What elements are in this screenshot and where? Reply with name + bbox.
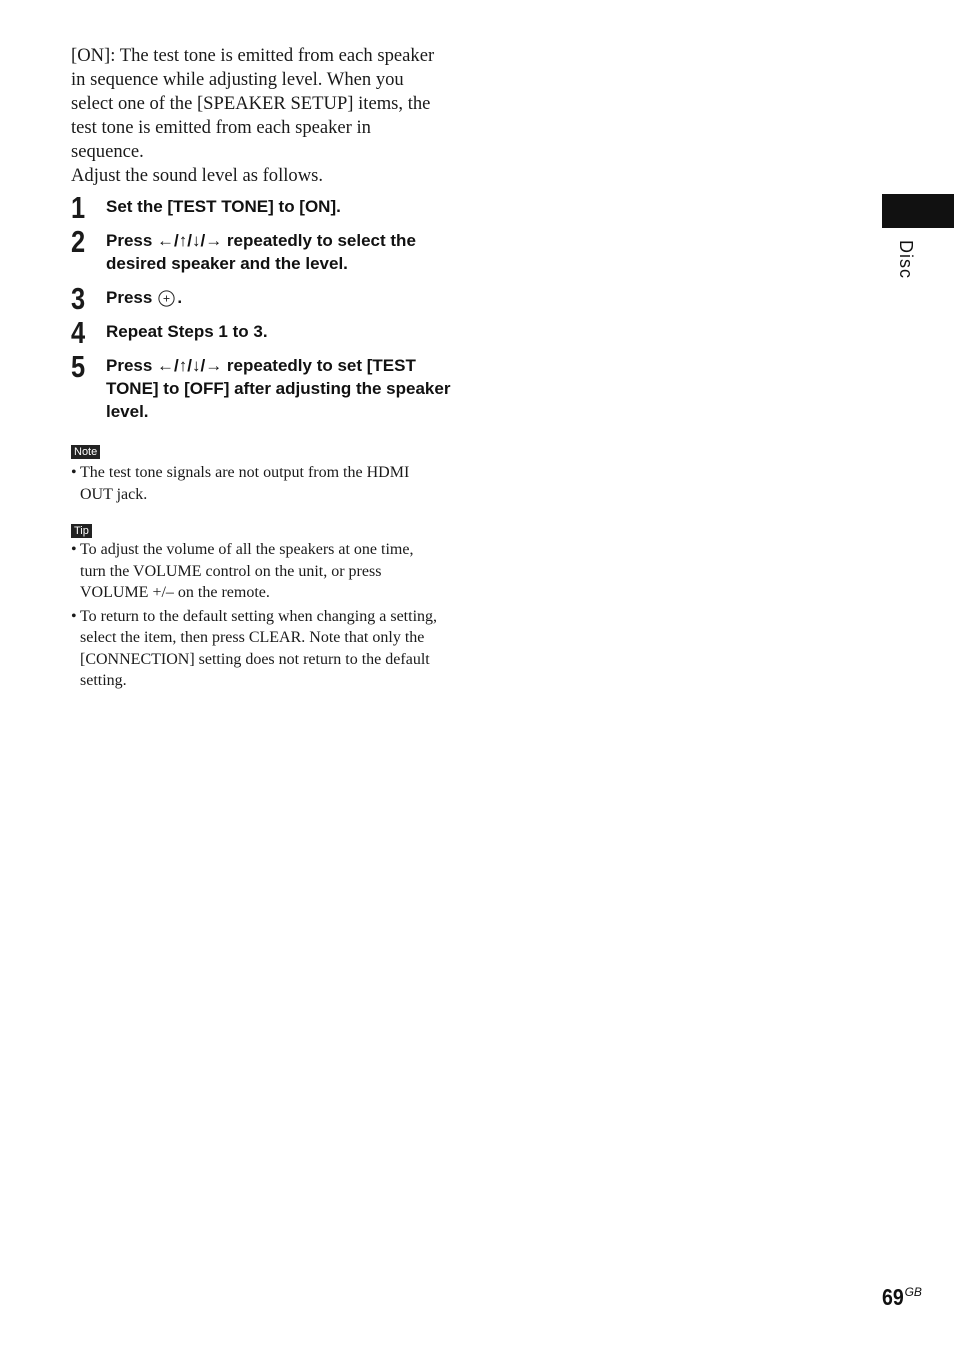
tip-item	[71, 539, 443, 604]
step-text: Set the [TEST TONE] to [ON].	[106, 197, 341, 216]
intro-text	[71, 44, 443, 188]
page-number-suffix: GB	[904, 1285, 922, 1299]
note-item-text: The test tone signals are not output from the HDMI OUT jack.	[80, 464, 410, 503]
step-number: 3	[71, 281, 86, 316]
tip-item-text: To return to the default setting when changing a setting, select the item, then press CLEAR. Note that only the [CONNECTION] setting does not return to the default setting.	[80, 607, 438, 689]
note-list	[71, 462, 443, 507]
section-tab	[882, 194, 954, 228]
step-number: 1	[71, 190, 86, 225]
step-text: Repeat Steps 1 to 3.	[106, 322, 268, 341]
step-number: 2	[71, 224, 86, 259]
section-tab-label: Disc	[896, 240, 916, 279]
step-text-after: .	[177, 288, 183, 307]
tip-list	[71, 539, 443, 694]
note-item	[71, 462, 443, 505]
step-text-before: Press	[106, 288, 153, 307]
step-number: 5	[71, 349, 86, 384]
bullet-symbol: •	[71, 541, 77, 558]
intro-instruction: Adjust the sound level as follows.	[71, 165, 324, 186]
step-number: 4	[71, 315, 86, 350]
page-number	[882, 1284, 922, 1311]
tip-item	[71, 606, 443, 692]
step-text	[106, 286, 451, 309]
page-number-value: 69	[882, 1284, 904, 1310]
bullet-symbol: •	[71, 464, 77, 481]
step-text: Press ←/↑/↓/→ repeatedly to set [TEST TONE] to [OFF] after adjusting the speaker level.	[106, 356, 451, 421]
note-label: Note	[71, 445, 100, 459]
intro-paragraph: [ON]: The test tone is emitted from each speaker in sequence while adjusting level. When you select one of the [SPEAKER SETUP] items, the test tone is emitted from each speaker in sequence.	[71, 45, 435, 162]
tip-item-text: To adjust the volume of all the speakers at one time, turn the VOLUME control on the unit, or press VOLUME +/– on the remote.	[80, 541, 414, 601]
tip-label: Tip	[71, 524, 92, 538]
bullet-symbol: •	[71, 607, 77, 625]
enter-button-icon	[158, 290, 175, 307]
step-text: Press ←/↑/↓/→ repeatedly to select the desired speaker and the level.	[106, 231, 416, 273]
